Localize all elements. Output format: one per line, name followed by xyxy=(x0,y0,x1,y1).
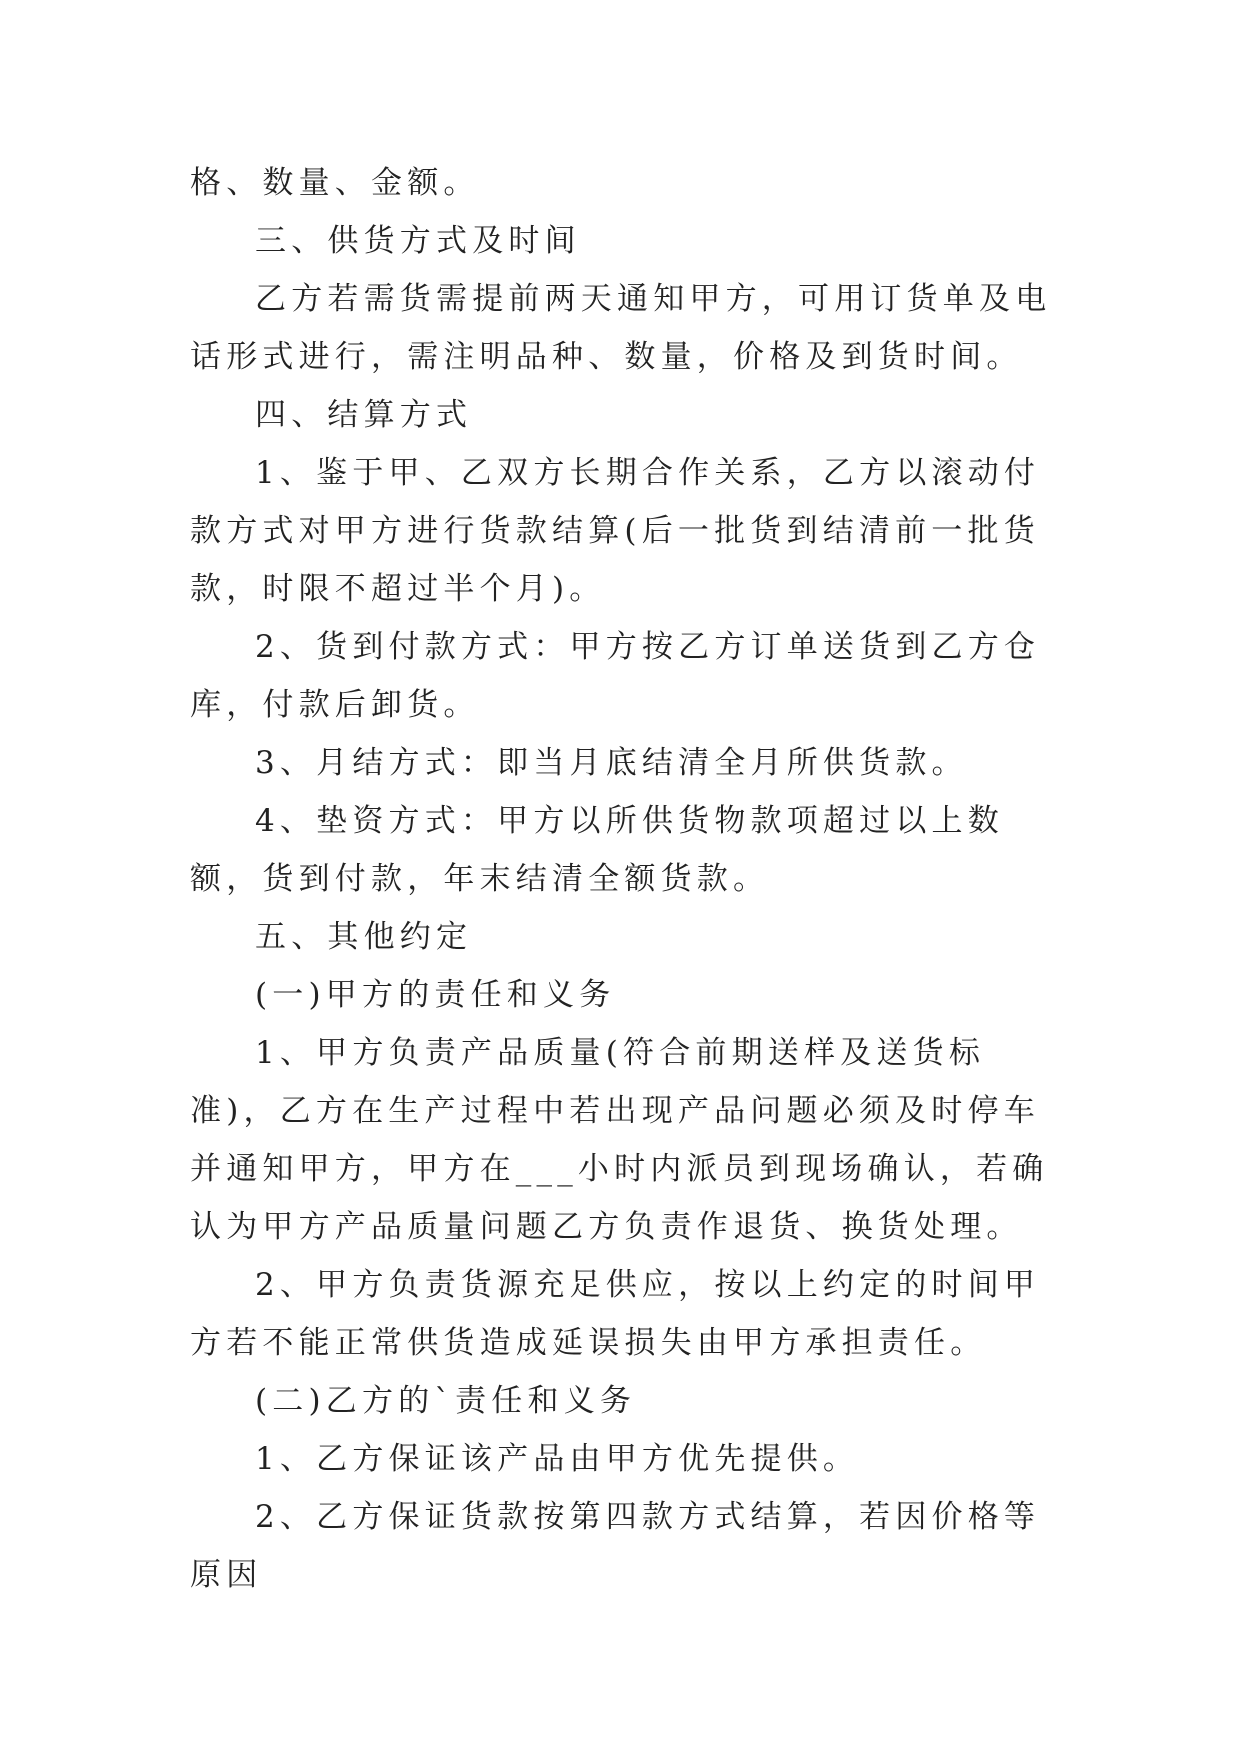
document-body xyxy=(190,154,1060,1604)
section-heading: 三、供货方式及时间 xyxy=(255,223,581,259)
section-heading: 五、其他约定 xyxy=(255,919,473,955)
section-heading: 四、结算方式 xyxy=(255,397,473,433)
paragraph: 2、乙方保证货款按第四款方式结算，若因价格等原因 xyxy=(190,1499,1041,1593)
paragraph: 1、甲方负责产品质量(符合前期送样及送货标准)，乙方在生产过程中若出现产品问题必须及时停车并通知甲方，甲方在___小时内派员到现场确认，若确认为甲方产品质量问题乙方负责作退货、换货处理。 xyxy=(190,1035,1049,1245)
paragraph: 1、鉴于甲、乙双方长期合作关系，乙方以滚动付款方式对甲方进行货款结算(后一批货到结清前一批货款，时限不超过半个月)。 xyxy=(190,455,1041,607)
subsection-heading: (一)甲方的责任和义务 xyxy=(255,977,616,1013)
subsection-heading: (二)乙方的`责任和义务 xyxy=(255,1383,637,1419)
paragraph: 乙方若需货需提前两天通知甲方，可用订货单及电话形式进行，需注明品种、数量，价格及到货时间。 xyxy=(190,281,1052,375)
paragraph: 3、月结方式：即当月底结清全月所供货款。 xyxy=(255,745,968,781)
paragraph: 1、乙方保证该产品由甲方优先提供。 xyxy=(255,1441,860,1477)
paragraph: 4、垫资方式：甲方以所供货物款项超过以上数额，货到付款，年末结清全额货款。 xyxy=(190,803,1004,897)
paragraph: 2、甲方负责货源充足供应，按以上约定的时间甲方若不能正常供货造成延误损失由甲方承担责任。 xyxy=(190,1267,1041,1361)
paragraph: 格、数量、金额。 xyxy=(190,165,480,201)
paragraph: 2、货到付款方式：甲方按乙方订单送货到乙方仓库，付款后卸货。 xyxy=(190,629,1041,723)
